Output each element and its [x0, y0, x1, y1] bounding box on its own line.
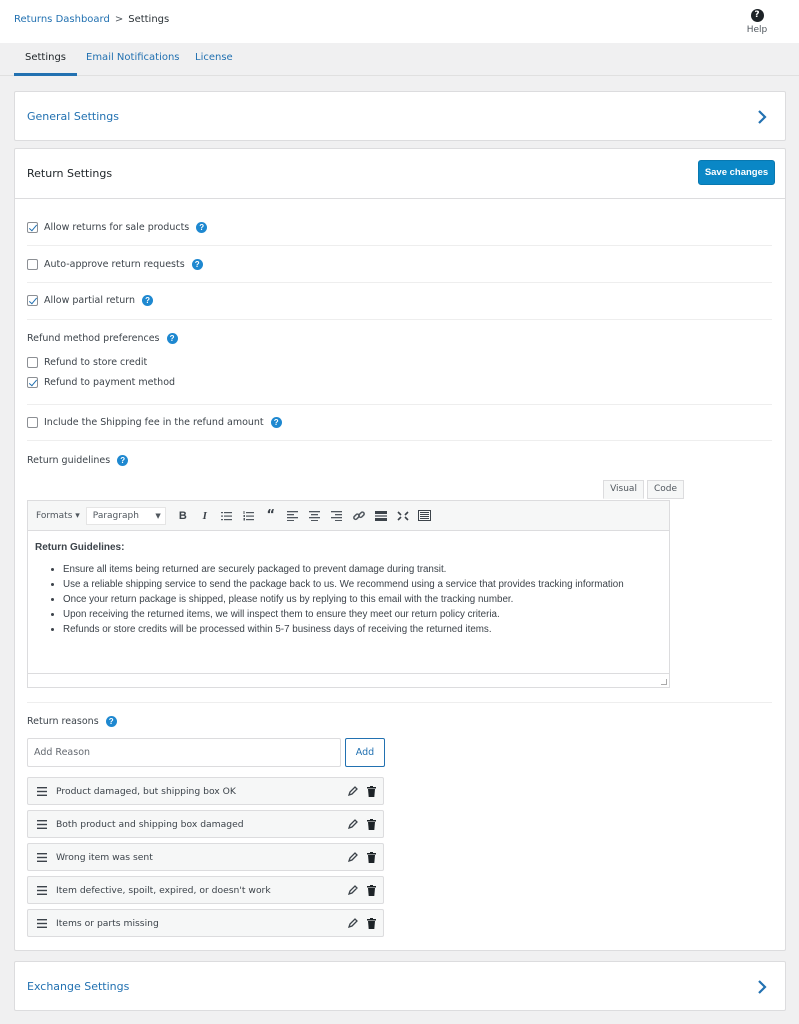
- exchange-settings-title: Exchange Settings: [27, 980, 130, 993]
- divider: [27, 702, 772, 703]
- formats-dropdown[interactable]: Formats ▾: [36, 510, 80, 521]
- italic-button[interactable]: [194, 506, 216, 526]
- drag-handle-icon[interactable]: [37, 886, 47, 895]
- guidelines-list: [35, 562, 662, 637]
- resize-handle-icon[interactable]: [661, 679, 667, 685]
- bold-icon: B: [178, 509, 187, 522]
- add-reason-input[interactable]: Add Reason: [27, 738, 341, 767]
- pencil-icon: [348, 852, 358, 862]
- option-label: Refund to payment method: [44, 377, 176, 388]
- guideline-item: • Refunds or store credits will be processed within 5-7 business days of receiving the returned items.: [63, 622, 662, 637]
- pencil-icon: [348, 786, 358, 796]
- checkbox-auto-approve[interactable]: [27, 259, 38, 270]
- help-tip-icon[interactable]: ?: [196, 222, 207, 233]
- delete-reason-button[interactable]: [365, 785, 377, 797]
- editor-content[interactable]: [28, 531, 669, 648]
- trash-icon: [367, 819, 376, 830]
- edit-reason-button[interactable]: [347, 785, 359, 797]
- top-bar: [0, 0, 799, 43]
- guidelines-editor: [27, 500, 670, 688]
- option-label: Auto-approve return requests: [44, 259, 185, 270]
- edit-reason-button[interactable]: [347, 851, 359, 863]
- reason-text: Product damaged, but shipping box OK: [56, 785, 236, 797]
- checkbox-include-shipping-fee[interactable]: [27, 417, 38, 428]
- numbered-list-button[interactable]: [238, 506, 260, 526]
- help-tip-icon[interactable]: ?: [271, 417, 282, 428]
- fullscreen-icon: [397, 511, 409, 521]
- add-reason-button[interactable]: Add: [345, 738, 385, 767]
- option-refund-payment-method[interactable]: [27, 377, 175, 388]
- divider: [27, 319, 772, 320]
- tab-bar: [0, 43, 799, 76]
- reason-list-item: [27, 909, 384, 937]
- return-reasons-label-text: Return reasons: [27, 716, 99, 727]
- trash-icon: [367, 786, 376, 797]
- general-settings-panel[interactable]: [14, 91, 786, 141]
- checkbox-refund-store-credit[interactable]: [27, 357, 38, 368]
- guideline-item: • Ensure all items being returned are securely packaged to prevent damage during transit.: [63, 562, 662, 577]
- editor-toolbar: [28, 501, 669, 531]
- editor-tab-visual[interactable]: Visual: [603, 480, 644, 499]
- toolbar-toggle-icon: [418, 510, 431, 521]
- drag-handle-icon[interactable]: [37, 853, 47, 862]
- option-partial-return[interactable]: [27, 295, 153, 306]
- read-more-button[interactable]: [370, 506, 392, 526]
- editor-tab-code[interactable]: Code: [647, 480, 684, 499]
- save-changes-button[interactable]: Save changes: [698, 160, 775, 185]
- reason-list-item: [27, 777, 384, 805]
- divider: [27, 440, 772, 441]
- breadcrumb-returns-dashboard[interactable]: Returns Dashboard: [14, 14, 110, 25]
- divider: [27, 282, 772, 283]
- reason-list-item: [27, 810, 384, 838]
- guidelines-heading: Return Guidelines:: [35, 542, 125, 553]
- align-center-icon: [309, 511, 320, 521]
- return-settings-title: Return Settings: [27, 167, 113, 180]
- block-format-value: Paragraph: [92, 510, 139, 521]
- align-right-button[interactable]: [326, 506, 348, 526]
- return-reasons-label: [27, 716, 117, 727]
- divider: [27, 404, 772, 405]
- help-button[interactable]: [745, 9, 769, 35]
- refund-method-label: [27, 333, 178, 344]
- align-left-button[interactable]: [282, 506, 304, 526]
- italic-icon: I: [202, 509, 207, 522]
- edit-reason-button[interactable]: [347, 917, 359, 929]
- delete-reason-button[interactable]: [365, 917, 377, 929]
- pencil-icon: [348, 819, 358, 829]
- return-guidelines-label: [27, 455, 128, 466]
- checkbox-allow-sale-returns[interactable]: [27, 222, 38, 233]
- refund-method-label-text: Refund method preferences: [27, 333, 160, 344]
- help-tip-icon[interactable]: ?: [106, 716, 117, 727]
- reason-text: Wrong item was sent: [56, 851, 153, 863]
- delete-reason-button[interactable]: [365, 851, 377, 863]
- tab-email-notifications[interactable]: Email Notifications: [86, 52, 180, 63]
- bold-button[interactable]: [172, 506, 194, 526]
- fullscreen-button[interactable]: [392, 506, 414, 526]
- return-guidelines-label-text: Return guidelines: [27, 455, 111, 466]
- pencil-icon: [348, 885, 358, 895]
- block-format-select[interactable]: [86, 507, 166, 525]
- help-tip-icon[interactable]: ?: [192, 259, 203, 270]
- align-center-button[interactable]: [304, 506, 326, 526]
- caret-down-icon: ▼: [155, 511, 161, 520]
- blockquote-button[interactable]: [260, 506, 282, 526]
- return-settings-header: [15, 149, 785, 199]
- tab-license[interactable]: License: [195, 52, 233, 63]
- checkbox-refund-payment-method[interactable]: [27, 377, 38, 388]
- reason-text: Items or parts missing: [56, 917, 159, 929]
- reason-text: Both product and shipping box damaged: [56, 818, 244, 830]
- breadcrumb-separator: >: [114, 14, 124, 25]
- formats-label: Formats: [36, 510, 73, 521]
- divider: [27, 245, 772, 246]
- link-icon: [353, 510, 365, 522]
- editor-mode-tabs: [600, 480, 684, 499]
- link-button[interactable]: [348, 506, 370, 526]
- help-tip-icon[interactable]: ?: [142, 295, 153, 306]
- guideline-item: • Upon receiving the returned items, we will inspect them to ensure they meet our return policy criteria.: [63, 607, 662, 622]
- option-label: Allow partial return: [44, 295, 136, 306]
- numbered-list-icon: [243, 511, 254, 521]
- trash-icon: [367, 885, 376, 896]
- chevron-right-icon: [755, 978, 769, 996]
- option-allow-sale-returns[interactable]: [27, 222, 207, 233]
- tab-settings[interactable]: Settings: [14, 52, 77, 76]
- delete-reason-button[interactable]: [365, 818, 377, 830]
- editor-status-bar: [28, 673, 669, 687]
- option-include-shipping-fee[interactable]: [27, 417, 282, 428]
- guideline-item: • Use a reliable shipping service to send the package back to us. We recommend using a service that provides tracking information: [63, 577, 662, 592]
- question-circle-icon: ?: [751, 9, 764, 22]
- bullet-list-icon: [221, 511, 232, 521]
- align-left-icon: [287, 511, 298, 521]
- reason-list-item: [27, 843, 384, 871]
- help-tip-icon[interactable]: ?: [167, 333, 178, 344]
- option-label: Include the Shipping fee in the refund amount: [44, 417, 264, 428]
- option-label: Refund to store credit: [44, 357, 148, 368]
- bullet-list-button[interactable]: [216, 506, 238, 526]
- reason-list-item: [27, 876, 384, 904]
- checkbox-partial-return[interactable]: [27, 295, 38, 306]
- drag-handle-icon[interactable]: [37, 820, 47, 829]
- trash-icon: [367, 852, 376, 863]
- option-label: Allow returns for sale products: [44, 222, 190, 233]
- pencil-icon: [348, 918, 358, 928]
- edit-reason-button[interactable]: [347, 884, 359, 896]
- breadcrumb-current: Settings: [128, 14, 170, 25]
- trash-icon: [367, 918, 376, 929]
- delete-reason-button[interactable]: [365, 884, 377, 896]
- drag-handle-icon[interactable]: [37, 787, 47, 796]
- edit-reason-button[interactable]: [347, 818, 359, 830]
- drag-handle-icon[interactable]: [37, 919, 47, 928]
- reason-text: Item defective, spoilt, expired, or doesn't work: [56, 884, 271, 896]
- help-tip-icon[interactable]: ?: [117, 455, 128, 466]
- option-refund-store-credit[interactable]: [27, 357, 147, 368]
- general-settings-title: General Settings: [27, 110, 119, 123]
- chevron-right-icon: [755, 108, 769, 126]
- read-more-icon: [375, 511, 387, 521]
- option-auto-approve[interactable]: [27, 259, 203, 270]
- breadcrumb: [14, 14, 169, 25]
- blockquote-icon: “: [266, 507, 276, 523]
- help-label: Help: [746, 25, 768, 35]
- guideline-item: • Once your return package is shipped, please notify us by replying to this email with the tracking number.: [63, 592, 662, 607]
- toolbar-toggle-button[interactable]: [414, 506, 436, 526]
- exchange-settings-panel[interactable]: [14, 961, 786, 1011]
- align-right-icon: [331, 511, 342, 521]
